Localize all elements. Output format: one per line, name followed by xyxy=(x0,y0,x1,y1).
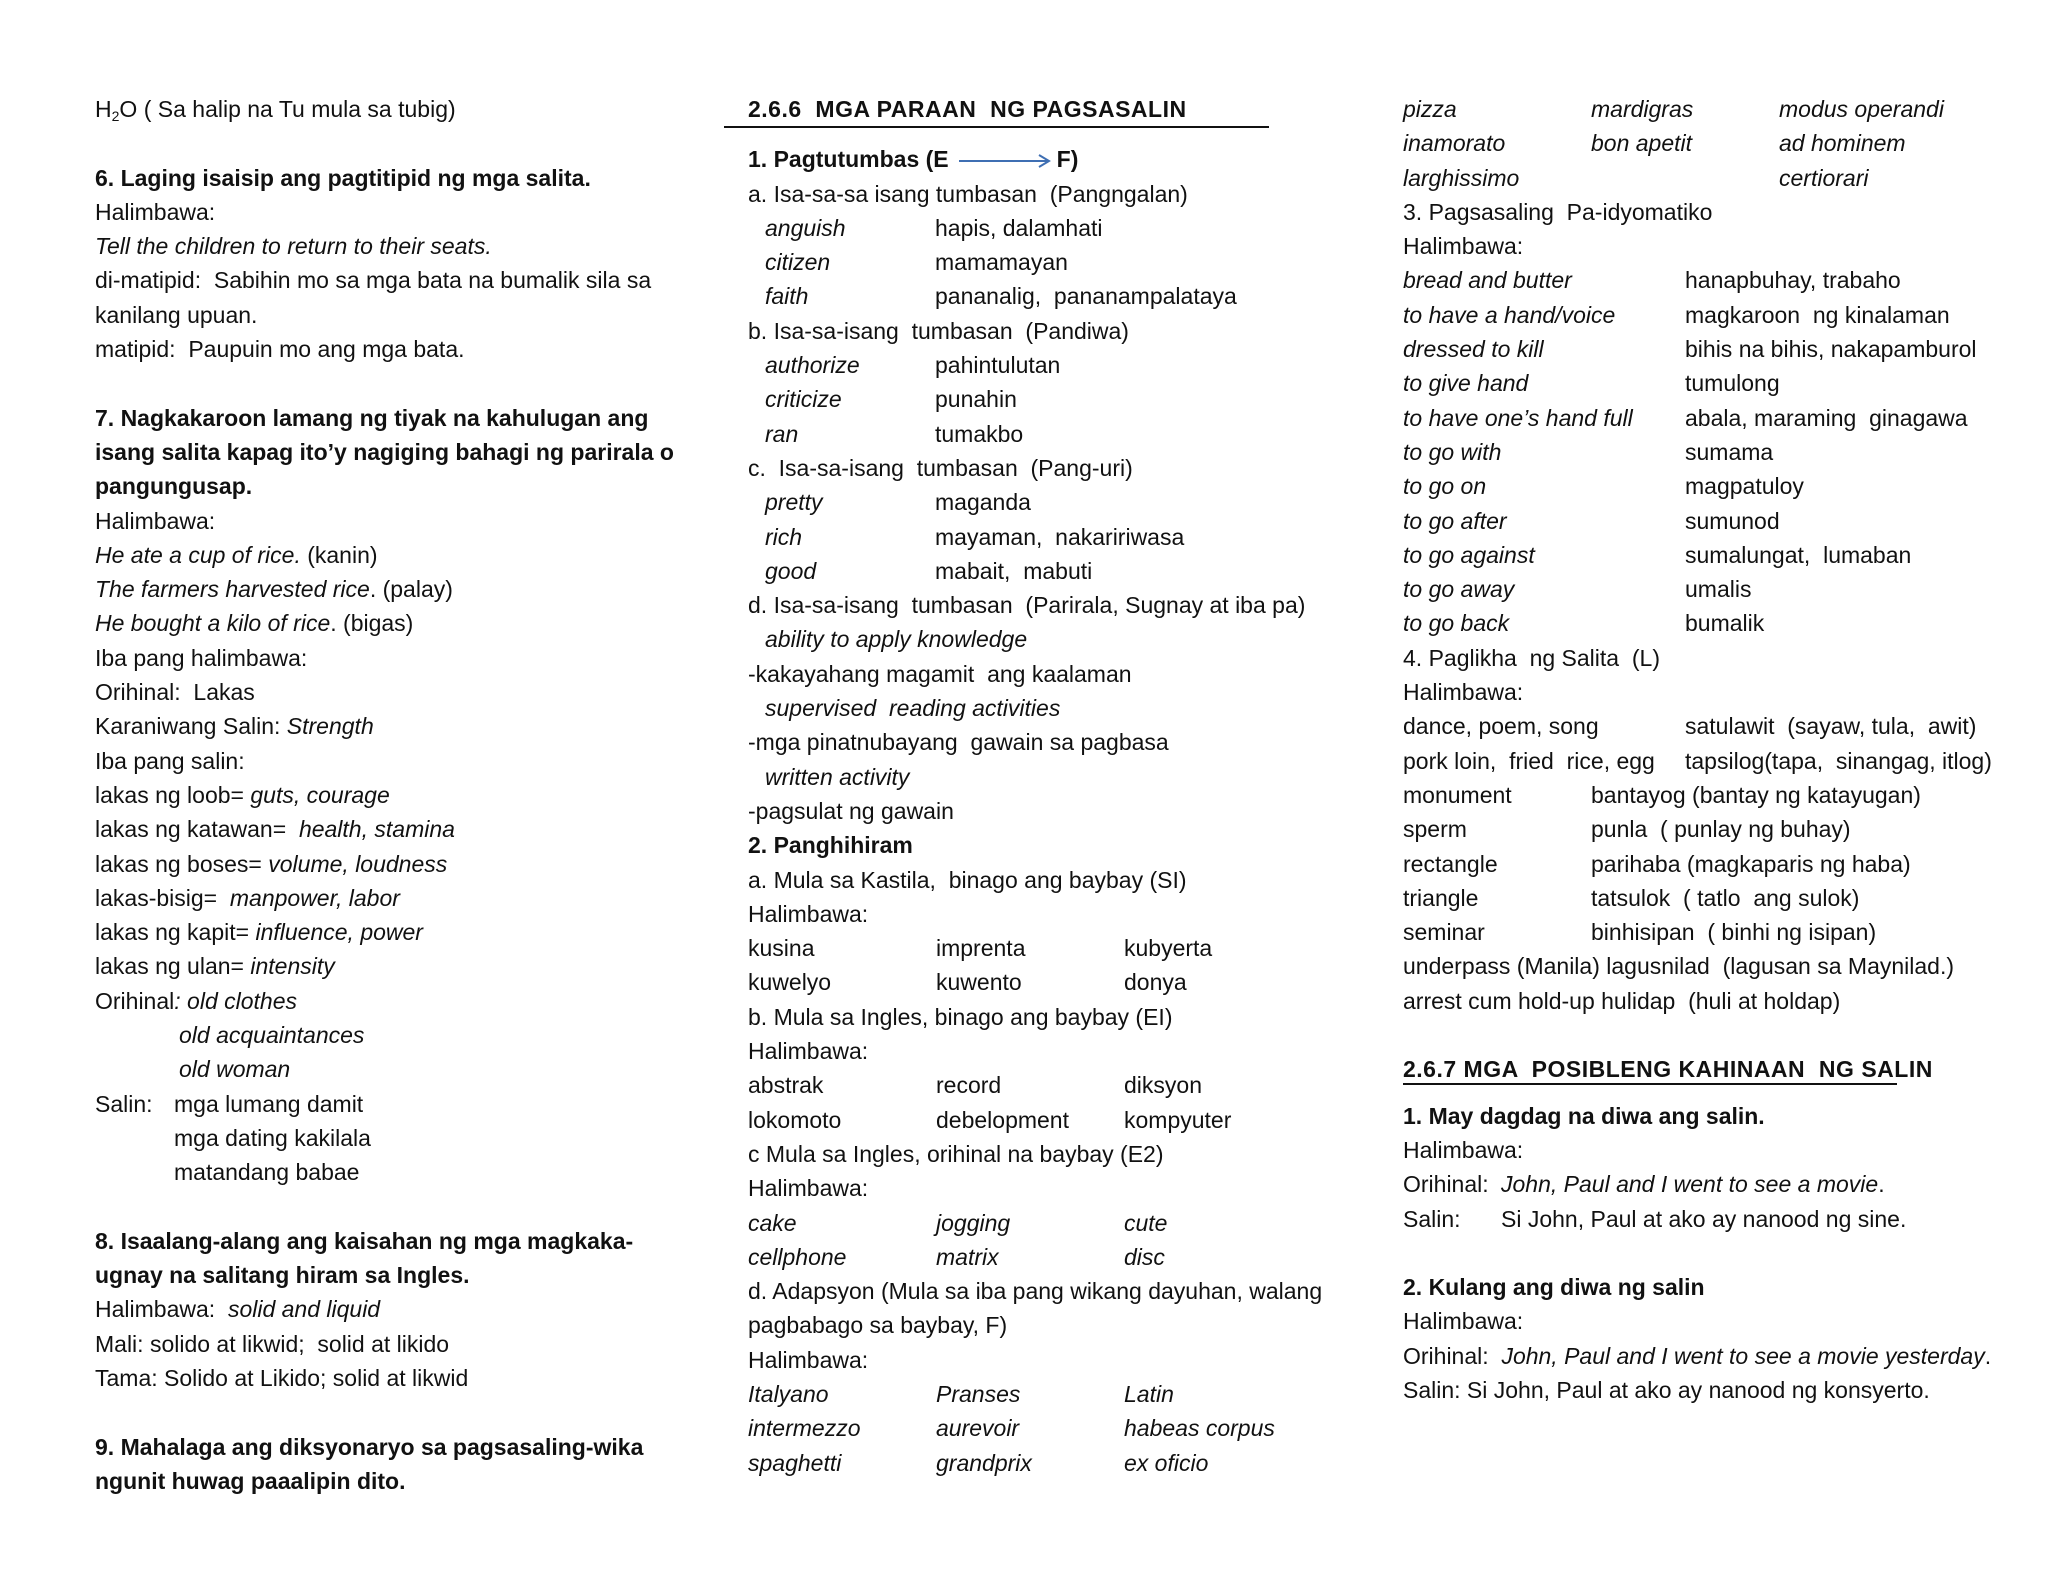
orihinal2-item: old acquaintances xyxy=(179,1022,365,1049)
loanword: lokomoto xyxy=(748,1106,842,1133)
orihinal2-item: old woman xyxy=(179,1056,291,1083)
rule-7-title-1: 7. Nagkakaroon lamang ng tiyak na kahulugan ang xyxy=(95,404,649,431)
loanword-row xyxy=(1403,92,2003,126)
column-middle xyxy=(748,92,1323,1480)
salin-line xyxy=(95,1087,685,1121)
phrase-tagalog: -pagsulat ng gawain xyxy=(748,797,954,824)
lakas-pair xyxy=(95,812,685,846)
loanword: Pranses xyxy=(936,1380,1021,1407)
rule-8-tama: Tama: Solido at Likido; solid at likwid xyxy=(95,1364,469,1391)
idiom-english: to go with xyxy=(1403,438,1502,465)
loanword: cake xyxy=(748,1209,797,1236)
idiom-row xyxy=(1403,332,2003,366)
phrase-tagalog: -kakayahang magamit ang kaalaman xyxy=(748,660,1132,687)
loanword-row xyxy=(748,965,1308,999)
loanword: abstrak xyxy=(748,1072,824,1099)
tagalog-word: mabait, mabuti xyxy=(935,557,1093,584)
h2o-h: H xyxy=(95,96,112,122)
halimbawa-label: Halimbawa: xyxy=(748,1038,869,1065)
panghihiram-d-title-1: d. Adapsyon (Mula sa iba pang wikang dayuhan, walang xyxy=(748,1278,1323,1305)
source-words: monument xyxy=(1403,781,1512,808)
pair-tagalog: lakas ng ulan= xyxy=(95,953,251,980)
loanword-row xyxy=(748,1103,1308,1137)
rule-8-halimbawa xyxy=(95,1292,685,1326)
idiom-row xyxy=(1403,469,2003,503)
word-pair-row xyxy=(748,348,1308,382)
idiom-tagalog: sumama xyxy=(1685,438,1774,465)
orihinal-value: John, Paul and I went to see a movie yesterday xyxy=(1501,1342,1985,1369)
idiom-tagalog: bumalik xyxy=(1685,610,1765,637)
word-pair-row xyxy=(748,417,1308,451)
loanword: intermezzo xyxy=(748,1415,861,1442)
orihinal-period: . xyxy=(1878,1171,1885,1198)
rule-7-iba-halimbawa: Iba pang halimbawa: xyxy=(95,644,308,671)
tagalog-word: pananalig, pananampalataya xyxy=(935,283,1237,310)
english-word: criticize xyxy=(765,386,842,413)
pair-english: manpower, labor xyxy=(229,884,400,911)
orihinal2-item: old clothes xyxy=(187,987,298,1014)
word-pair-row xyxy=(748,211,1308,245)
salin-item: matandang babae xyxy=(174,1159,360,1186)
kahinaan-2-title: 2. Kulang ang diwa ng salin xyxy=(1403,1274,1705,1301)
tagalog-word: pahintulutan xyxy=(935,352,1061,379)
english-word: faith xyxy=(765,283,809,310)
orihinal2-line xyxy=(95,984,685,1018)
rule-7-title-2: isang salita kapag ito’y nagiging bahagi ng parirala o xyxy=(95,438,674,465)
coined-word: punla ( punlay ng buhay) xyxy=(1591,816,1851,843)
tagalog-word: hapis, dalamhati xyxy=(935,214,1103,241)
idiom-english: to go away xyxy=(1403,576,1515,603)
idiom-tagalog: sumunod xyxy=(1685,507,1780,534)
lakas-pair xyxy=(95,778,685,812)
source-words: sperm xyxy=(1403,816,1467,843)
rule-7-example-1 xyxy=(95,538,685,572)
loanword: kusina xyxy=(748,935,815,962)
source-words: dance, poem, song xyxy=(1403,713,1599,740)
loanword: certiorari xyxy=(1779,164,1869,191)
coined-word: parihaba (magkaparis ng haba) xyxy=(1591,850,1911,877)
lakas-pair xyxy=(95,847,685,881)
idiom-row xyxy=(1403,298,2003,332)
source-words: rectangle xyxy=(1403,850,1498,877)
lakas-pair xyxy=(95,881,685,915)
rule-7-orihinal: Orihinal: Lakas xyxy=(95,679,255,706)
pair-tagalog: lakas ng loob= xyxy=(95,781,251,808)
kahinaan-2-salin: Salin: Si John, Paul at ako ay nanood ng konsyerto. xyxy=(1403,1376,1930,1403)
pair-tagalog: lakas ng boses= xyxy=(95,850,269,877)
loanword-row xyxy=(748,931,1308,965)
orihinal-label: Orihinal: xyxy=(1403,1342,1502,1369)
example-gloss: . (palay) xyxy=(369,576,453,603)
loanword: donya xyxy=(1124,969,1187,996)
rule-6-title: 6. Laging isaisip ang pagtitipid ng mga salita. xyxy=(95,164,591,191)
coined-word-row xyxy=(1403,915,2003,949)
tagalog-word: tumakbo xyxy=(935,420,1024,447)
example-gloss: . (bigas) xyxy=(330,610,414,637)
coined-word: satulawit (sayaw, tula, awit) xyxy=(1685,713,1977,740)
halimbawa-label: Halimbawa: xyxy=(1403,679,1524,706)
loanword-row xyxy=(1403,161,2003,195)
loanword: cute xyxy=(1124,1209,1168,1236)
salin-value: Si John, Paul at ako ay nanood ng sine. xyxy=(1501,1205,1907,1232)
title-left: 1. Pagtutumbas (E xyxy=(748,146,949,173)
pagtutumbas-d-title: d. Isa-sa-isang tumbasan (Parirala, Sugnay at iba pa) xyxy=(748,592,1306,619)
rule-6-example: Tell the children to return to their seats. xyxy=(95,233,492,260)
loanword-row xyxy=(748,1206,1308,1240)
rule-7-example-2 xyxy=(95,572,685,606)
column-right xyxy=(1403,92,2003,1407)
idiom-english: to go against xyxy=(1403,541,1535,568)
word-pair-row xyxy=(748,485,1308,519)
idiom-tagalog: bihis na bihis, nakapamburol xyxy=(1685,336,1977,363)
idiom-tagalog: magpatuloy xyxy=(1685,473,1804,500)
example-gloss: (kanin) xyxy=(300,541,378,568)
kahinaan-1-orihinal xyxy=(1403,1167,2003,1201)
rule-8-mali: Mali: solido at likwid; solid at likido xyxy=(95,1330,450,1357)
idiom-english: to go after xyxy=(1403,507,1507,534)
rule-9-title-2: ngunit huwag paaalipin dito. xyxy=(95,1467,406,1494)
orihinal2-label: Orihinal xyxy=(95,987,175,1014)
phrase-english: supervised reading activities xyxy=(765,695,1061,722)
loanword: bon apetit xyxy=(1591,130,1693,157)
loanword-row xyxy=(1403,126,2003,160)
loanword: Latin xyxy=(1124,1380,1174,1407)
pair-tagalog: lakas ng katawan= xyxy=(95,816,299,843)
halimbawa-label: Halimbawa: xyxy=(748,1175,869,1202)
word-pair-row xyxy=(748,382,1308,416)
pair-english: guts, courage xyxy=(250,781,390,808)
idiom-tagalog: umalis xyxy=(1685,576,1752,603)
tagalog-word: punahin xyxy=(935,386,1017,413)
pagtutumbas-title xyxy=(748,142,1308,176)
loanword: record xyxy=(936,1072,1002,1099)
kahinaan-1-title: 1. May dagdag na diwa ang salin. xyxy=(1403,1102,1765,1129)
loanword xyxy=(1591,161,1779,195)
example-english: He ate a cup of rice. xyxy=(95,541,301,568)
idiom-tagalog: abala, maraming ginagawa xyxy=(1685,404,1968,431)
column-left xyxy=(95,92,685,1498)
pagtutumbas-b-title: b. Isa-sa-isang tumbasan (Pandiwa) xyxy=(748,317,1129,344)
orihinal-value: John, Paul and I went to see a movie xyxy=(1501,1171,1879,1198)
halimbawa-value: solid and liquid xyxy=(227,1296,381,1323)
rule-7-example-3 xyxy=(95,606,685,640)
word-pair-row xyxy=(748,520,1308,554)
loanword: habeas corpus xyxy=(1124,1415,1275,1442)
panghihiram-a-title: a. Mula sa Kastila, binago ang baybay (SI) xyxy=(748,866,1187,893)
english-word: rich xyxy=(765,523,803,550)
coined-word: bantayog (bantay ng katayugan) xyxy=(1591,781,1921,808)
source-words: pork loin, fried rice, egg xyxy=(1403,747,1655,774)
loanword: modus operandi xyxy=(1779,96,1944,122)
kahinaan-2-orihinal xyxy=(1403,1339,2003,1373)
loanword: spaghetti xyxy=(748,1449,842,1476)
pair-english: influence, power xyxy=(255,919,423,946)
idiom-english: to give hand xyxy=(1403,370,1529,397)
english-word: good xyxy=(765,557,817,584)
coined-word: tapsilog(tapa, sinangag, itlog) xyxy=(1685,747,1992,774)
loanword: inamorato xyxy=(1403,130,1506,157)
coined-word-row xyxy=(1403,709,2003,743)
loanword: imprenta xyxy=(936,935,1026,962)
english-word: authorize xyxy=(765,352,860,379)
halimbawa-label: Halimbawa: xyxy=(1403,1308,1524,1335)
paglikha-title: 4. Paglikha ng Salita (L) xyxy=(1403,644,1660,671)
idiom-english: dressed to kill xyxy=(1403,336,1544,363)
halimbawa-label: Halimbawa: xyxy=(95,1296,228,1323)
idiom-row xyxy=(1403,572,2003,606)
h2o-rest: O ( Sa halip na Tu mula sa tubig) xyxy=(119,96,456,122)
karaniwang-label: Karaniwang Salin: xyxy=(95,713,287,740)
tagalog-word: mamamayan xyxy=(935,249,1068,276)
word-pair-row xyxy=(748,245,1308,279)
idiom-row xyxy=(1403,435,2003,469)
coined-word-row xyxy=(1403,812,2003,846)
loanword-row xyxy=(748,1377,1308,1411)
tagalog-word: maganda xyxy=(935,489,1031,516)
loanword: matrix xyxy=(936,1243,999,1270)
phrase-english: written activity xyxy=(765,763,910,790)
loanword: kuwelyo xyxy=(748,969,832,996)
rule-7-title-3: pangungusap. xyxy=(95,473,253,500)
coined-word-row xyxy=(1403,847,2003,881)
section-header-2-6-6: 2.6.6 MGA PARAAN NG PAGSASALIN xyxy=(748,96,1187,122)
idiom-row xyxy=(1403,366,2003,400)
idiom-tagalog: magkaroon ng kinalaman xyxy=(1685,301,1950,328)
coined-word-row xyxy=(1403,744,2003,778)
source-words: seminar xyxy=(1403,919,1485,946)
rule-7-karaniwang-salin xyxy=(95,709,685,743)
example-english: The farmers harvested rice xyxy=(95,576,370,603)
idiom-english: to have one’s hand full xyxy=(1403,404,1633,431)
rule-6-dimatipid-1: di-matipid: Sabihin mo sa mga bata na bumalik sila sa xyxy=(95,267,652,294)
underpass-line: underpass (Manila) lagusnilad (lagusan sa Maynilad.) xyxy=(1403,953,1955,980)
english-word: citizen xyxy=(765,249,831,276)
halimbawa-label: Halimbawa: xyxy=(748,900,869,927)
phrase-english: ability to apply knowledge xyxy=(765,626,1028,653)
pair-english: health, stamina xyxy=(298,816,455,843)
loanword: ad hominem xyxy=(1779,130,1906,157)
idiom-row xyxy=(1403,401,2003,435)
coined-word-row xyxy=(1403,778,2003,812)
salin-item: mga dating kakilala xyxy=(174,1124,371,1151)
word-pair-row xyxy=(748,279,1308,313)
rule-6-dimatipid-2: kanilang upuan. xyxy=(95,301,258,328)
rule-8-title-1: 8. Isaalang-alang ang kaisahan ng mga magkaka- xyxy=(95,1227,634,1254)
idiom-tagalog: tumulong xyxy=(1685,370,1780,397)
rule-7-halimbawa: Halimbawa: xyxy=(95,507,216,534)
english-word: anguish xyxy=(765,214,846,241)
salin-label: Salin: xyxy=(95,1090,153,1117)
loanword: disc xyxy=(1124,1243,1165,1270)
loanword: ex oficio xyxy=(1124,1449,1209,1476)
h2o-subscript: 2 xyxy=(111,108,120,124)
loanword: kompyuter xyxy=(1124,1106,1232,1133)
lakas-pair xyxy=(95,915,685,949)
loanword: jogging xyxy=(936,1209,1011,1236)
panghihiram-title: 2. Panghihiram xyxy=(748,832,913,859)
coined-word-row xyxy=(1403,881,2003,915)
loanword: aurevoir xyxy=(936,1415,1020,1442)
idiom-english: to have a hand/voice xyxy=(1403,301,1616,328)
loanword: grandprix xyxy=(936,1449,1032,1476)
rule-6-matipid: matipid: Paupuin mo ang mga bata. xyxy=(95,336,465,363)
right-arrow-icon xyxy=(957,144,1053,178)
coined-word: binhisipan ( binhi ng isipan) xyxy=(1591,919,1877,946)
pagtutumbas-c-title: c. Isa-sa-isang tumbasan (Pang-uri) xyxy=(748,454,1133,481)
phrase-tagalog: -mga pinatnubayang gawain sa pagbasa xyxy=(748,729,1169,756)
loanword: debelopment xyxy=(936,1106,1069,1133)
idiom-row xyxy=(1403,538,2003,572)
halimbawa-label: Halimbawa: xyxy=(1403,1136,1524,1163)
rule-6-halimbawa: Halimbawa: xyxy=(95,198,216,225)
loanword-row xyxy=(748,1411,1308,1445)
example-english: He bought a kilo of rice xyxy=(95,610,331,637)
rule-7-iba-salin: Iba pang salin: xyxy=(95,747,245,774)
panghihiram-b-title: b. Mula sa Ingles, binago ang baybay (EI) xyxy=(748,1003,1173,1030)
idiom-english: to go back xyxy=(1403,610,1510,637)
pagtutumbas-a-title: a. Isa-sa-sa isang tumbasan (Pangngalan) xyxy=(748,180,1188,207)
panghihiram-c-title: c Mula sa Ingles, orihinal na baybay (E2) xyxy=(748,1140,1164,1167)
orihinal-label: Orihinal: xyxy=(1403,1171,1489,1198)
title-right: F) xyxy=(1056,146,1079,173)
english-word: pretty xyxy=(765,489,823,516)
coined-word: tatsulok ( tatlo ang sulok) xyxy=(1591,884,1860,911)
tagalog-word: mayaman, nakaririwasa xyxy=(935,523,1185,550)
kahinaan-1-salin xyxy=(1403,1202,2003,1236)
english-word: ran xyxy=(765,420,799,447)
rule-9-title-1: 9. Mahalaga ang diksyonaryo sa pagsasaling-wika xyxy=(95,1433,644,1460)
loanword: cellphone xyxy=(748,1243,847,1270)
idyomatiko-title: 3. Pagsasaling Pa-idyomatiko xyxy=(1403,198,1713,225)
idiom-tagalog: hanapbuhay, trabaho xyxy=(1685,267,1901,294)
loanword: kuwento xyxy=(936,969,1022,996)
orihinal2-colon: : xyxy=(174,987,188,1014)
lakas-pair xyxy=(95,949,685,983)
loanword: pizza xyxy=(1403,96,1457,122)
halimbawa-label: Halimbawa: xyxy=(1403,233,1524,260)
pair-english: intensity xyxy=(250,953,335,980)
karaniwang-value: Strength xyxy=(286,713,374,740)
loanword: kubyerta xyxy=(1124,935,1213,962)
idiom-english: bread and butter xyxy=(1403,267,1572,294)
salin-item: mga lumang damit xyxy=(174,1090,364,1117)
orihinal-period: . xyxy=(1984,1342,1992,1369)
h2o-line xyxy=(95,92,685,126)
loanword-row xyxy=(748,1068,1308,1102)
loanword-row xyxy=(748,1446,1308,1480)
loanword: diksyon xyxy=(1124,1072,1202,1099)
idiom-row xyxy=(1403,263,2003,297)
rule-8-title-2: ugnay na salitang hiram sa Ingles. xyxy=(95,1262,470,1289)
loanword: Italyano xyxy=(748,1380,829,1407)
pair-tagalog: lakas-bisig= xyxy=(95,884,230,911)
idiom-english: to go on xyxy=(1403,473,1487,500)
header-underline xyxy=(724,126,1269,128)
idiom-row xyxy=(1403,606,2003,640)
panghihiram-d-title-2: pagbabago sa baybay, F) xyxy=(748,1312,1008,1339)
idiom-tagalog: sumalungat, lumaban xyxy=(1685,541,1912,568)
loanword: mardigras xyxy=(1591,96,1694,122)
loanword: larghissimo xyxy=(1403,164,1520,191)
idiom-row xyxy=(1403,504,2003,538)
source-words: triangle xyxy=(1403,884,1479,911)
halimbawa-label: Halimbawa: xyxy=(748,1346,869,1373)
pair-tagalog: lakas ng kapit= xyxy=(95,919,256,946)
section-header-2-6-7: 2.6.7 MGA POSIBLENG KAHINAAN NG SALIN xyxy=(1403,1056,1933,1083)
arrest-line: arrest cum hold-up hulidap (huli at holdap) xyxy=(1403,987,1841,1014)
salin-label: Salin: xyxy=(1403,1205,1461,1232)
pair-english: volume, loudness xyxy=(268,850,448,877)
loanword-row xyxy=(748,1240,1308,1274)
word-pair-row xyxy=(748,554,1308,588)
